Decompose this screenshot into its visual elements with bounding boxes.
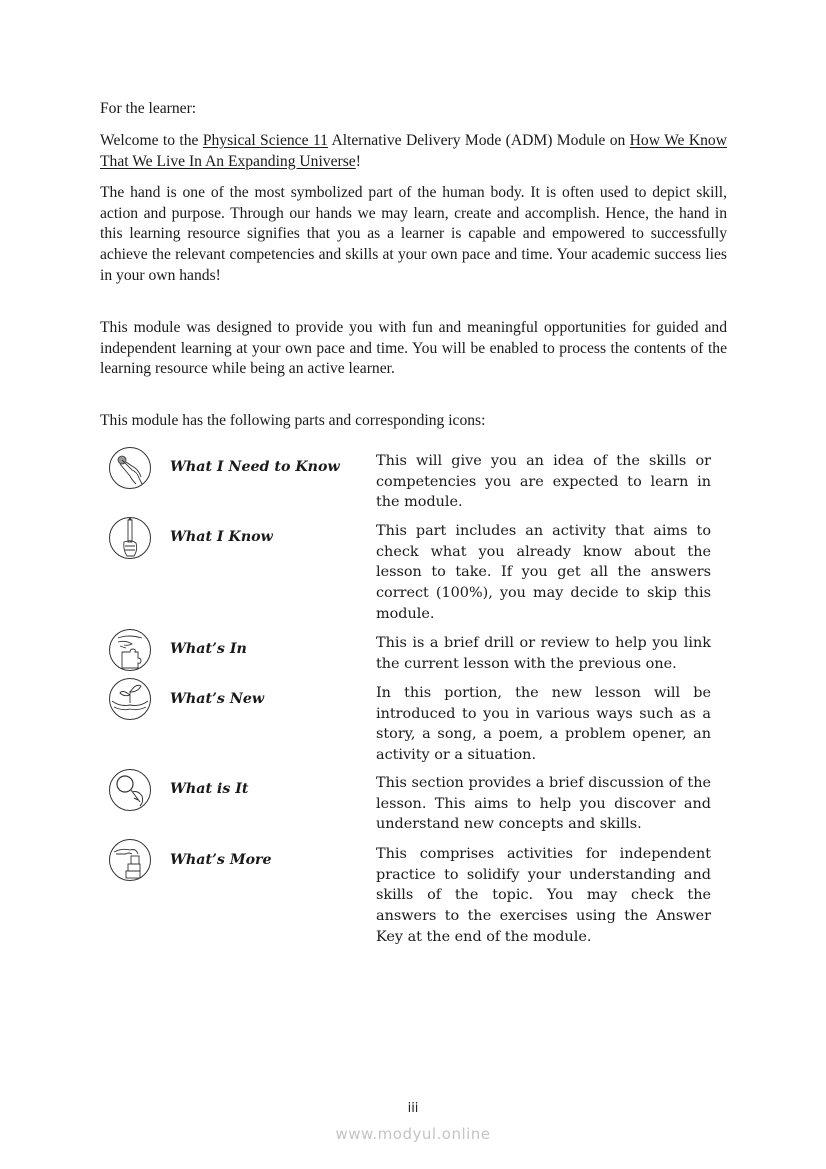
subject-title: Physical Science 11 bbox=[202, 132, 328, 149]
parts-intro: This module has the following parts and corresponding icons: bbox=[100, 412, 486, 429]
part-description: This will give you an idea of the skills or competencies you are expected to learn in the module. bbox=[376, 453, 711, 511]
hand-holding-pencil-icon bbox=[108, 516, 152, 560]
pointing-hand-icon bbox=[108, 446, 152, 490]
hand-puzzle-icon bbox=[108, 628, 152, 672]
welcome-prefix: Welcome to the bbox=[100, 132, 203, 149]
hand-stacking-blocks-icon bbox=[108, 838, 152, 882]
magnifying-glass-hand-icon bbox=[108, 768, 152, 812]
part-description: This comprises activities for independent practice to solidify your understanding and skills of the topic. You may check the answers to the exercises using the Answer Key at the end of the module. bbox=[376, 846, 711, 945]
part-description: This part includes an activity that aims to check what you already know about the lesson to take. If you get all the answers correct (100%), you may decide to skip this module. bbox=[376, 523, 711, 622]
part-label: What is It bbox=[170, 781, 249, 797]
part-description: This section provides a brief discussion of the lesson. This aims to help you discover and understand new concepts and skills. bbox=[376, 775, 711, 833]
module-topic: How We Know That We Live In An Expanding Universe bbox=[100, 132, 727, 170]
part-label: What I Need to Know bbox=[170, 459, 340, 475]
hands-sprout-icon bbox=[108, 677, 152, 721]
welcome-suffix: ! bbox=[355, 152, 361, 170]
page-number: iii bbox=[407, 1101, 419, 1116]
part-label: What I Know bbox=[170, 529, 273, 545]
welcome-paragraph bbox=[100, 131, 727, 172]
watermark: www.modyul.online bbox=[335, 1125, 491, 1143]
hand-paragraph: The hand is one of the most symbolized part of the human body. It is often used to depict skill, action and purpose. Through our hands we may learn, create and accomplish. Hence, the hand in this learning resource signifies that you as a learner is capable and empowered to successfully achieve the relevant competencies and skills at your own pace and time. Your academic success lies in your own hands! bbox=[100, 184, 727, 284]
module-paragraph: This module was designed to provide you with fun and meaningful opportunities for guided and independent learning at your own pace and time. You will be enabled to process the contents of the learning resource while being an active learner. bbox=[100, 319, 727, 378]
greeting: For the learner: bbox=[100, 100, 197, 117]
part-label: What’s New bbox=[170, 691, 265, 707]
part-label: What’s In bbox=[170, 641, 247, 657]
part-label: What’s More bbox=[170, 852, 272, 868]
welcome-middle: Alternative Delivery Mode (ADM) Module on bbox=[327, 132, 630, 149]
part-description: This is a brief drill or review to help you link the current lesson with the previous one. bbox=[376, 635, 711, 672]
part-description: In this portion, the new lesson will be introduced to you in various ways such as a story, a song, a poem, a problem opener, an activity or a situation. bbox=[376, 685, 711, 764]
